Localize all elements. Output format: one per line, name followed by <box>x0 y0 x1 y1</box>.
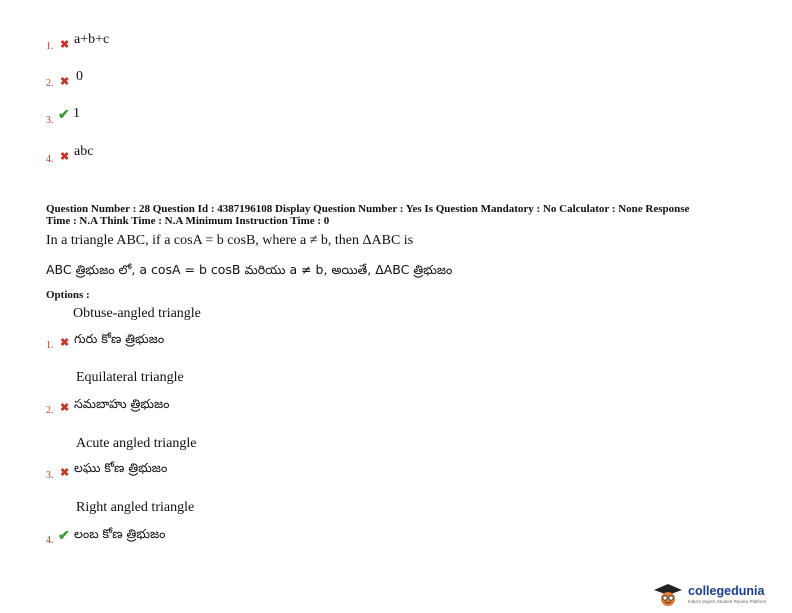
prev-option-text: abc <box>74 144 94 159</box>
question-text-telugu: ABC త్రిభుజం లో, a cosA = b cosB మరియు a ≠ b, అయితే, ΔABC త్రిభుజం <box>46 262 453 277</box>
option-number: 1. <box>46 340 54 351</box>
prev-option-number: 1. <box>46 41 54 52</box>
cross-icon: ✖ <box>60 337 70 349</box>
prev-option-number: 2. <box>46 78 54 89</box>
option-text-english: Equilateral triangle <box>76 370 184 385</box>
cross-icon: ✖ <box>60 151 70 163</box>
prev-option-number: 4. <box>46 154 54 165</box>
cross-icon: ✖ <box>60 402 70 414</box>
option-text-english: Right angled triangle <box>76 500 195 515</box>
question-meta-line: Question Number : 28 Question Id : 4387196108 Display Question Number : Yes Is Question Mandatory : No Calculator : None Response <box>46 203 690 215</box>
option-text-english: Obtuse-angled triangle <box>73 306 201 321</box>
prev-option-text: 0 <box>76 69 83 84</box>
question-text-english: In a triangle ABC, if a cosA = b cosB, where a ≠ b, then ΔABC is <box>46 233 414 248</box>
option-text-english: Acute angled triangle <box>76 436 197 451</box>
prev-option-text: 1 <box>73 106 80 121</box>
option-text-telugu: గురు కోణ త్రిభుజం <box>74 331 165 346</box>
logo-name: collegedunia <box>688 584 765 598</box>
cross-icon: ✖ <box>60 467 70 479</box>
option-text-telugu: సమబాహు త్రిభుజం <box>74 396 170 411</box>
option-number: 3. <box>46 470 54 481</box>
option-text-telugu: లఘు కోణ త్రిభుజం <box>74 460 168 475</box>
cross-icon: ✖ <box>60 76 70 88</box>
check-icon: ✔ <box>58 108 70 123</box>
check-icon: ✔ <box>58 529 70 544</box>
cross-icon: ✖ <box>60 39 70 51</box>
prev-option-text: a+b+c <box>74 32 110 47</box>
options-label: Options : <box>46 289 90 301</box>
collegedunia-logo <box>652 582 792 608</box>
logo-tagline: India's largest Student Review Platform <box>688 599 767 604</box>
question-metadata <box>46 203 756 227</box>
option-number: 2. <box>46 405 54 416</box>
graduate-mascot-icon <box>652 582 684 608</box>
prev-option-number: 3. <box>46 115 54 126</box>
option-number: 4. <box>46 535 54 546</box>
question-meta-line: Time : N.A Think Time : N.A Minimum Instruction Time : 0 <box>46 215 330 227</box>
option-text-telugu: లంబ కోణ త్రిభుజం <box>74 526 166 541</box>
